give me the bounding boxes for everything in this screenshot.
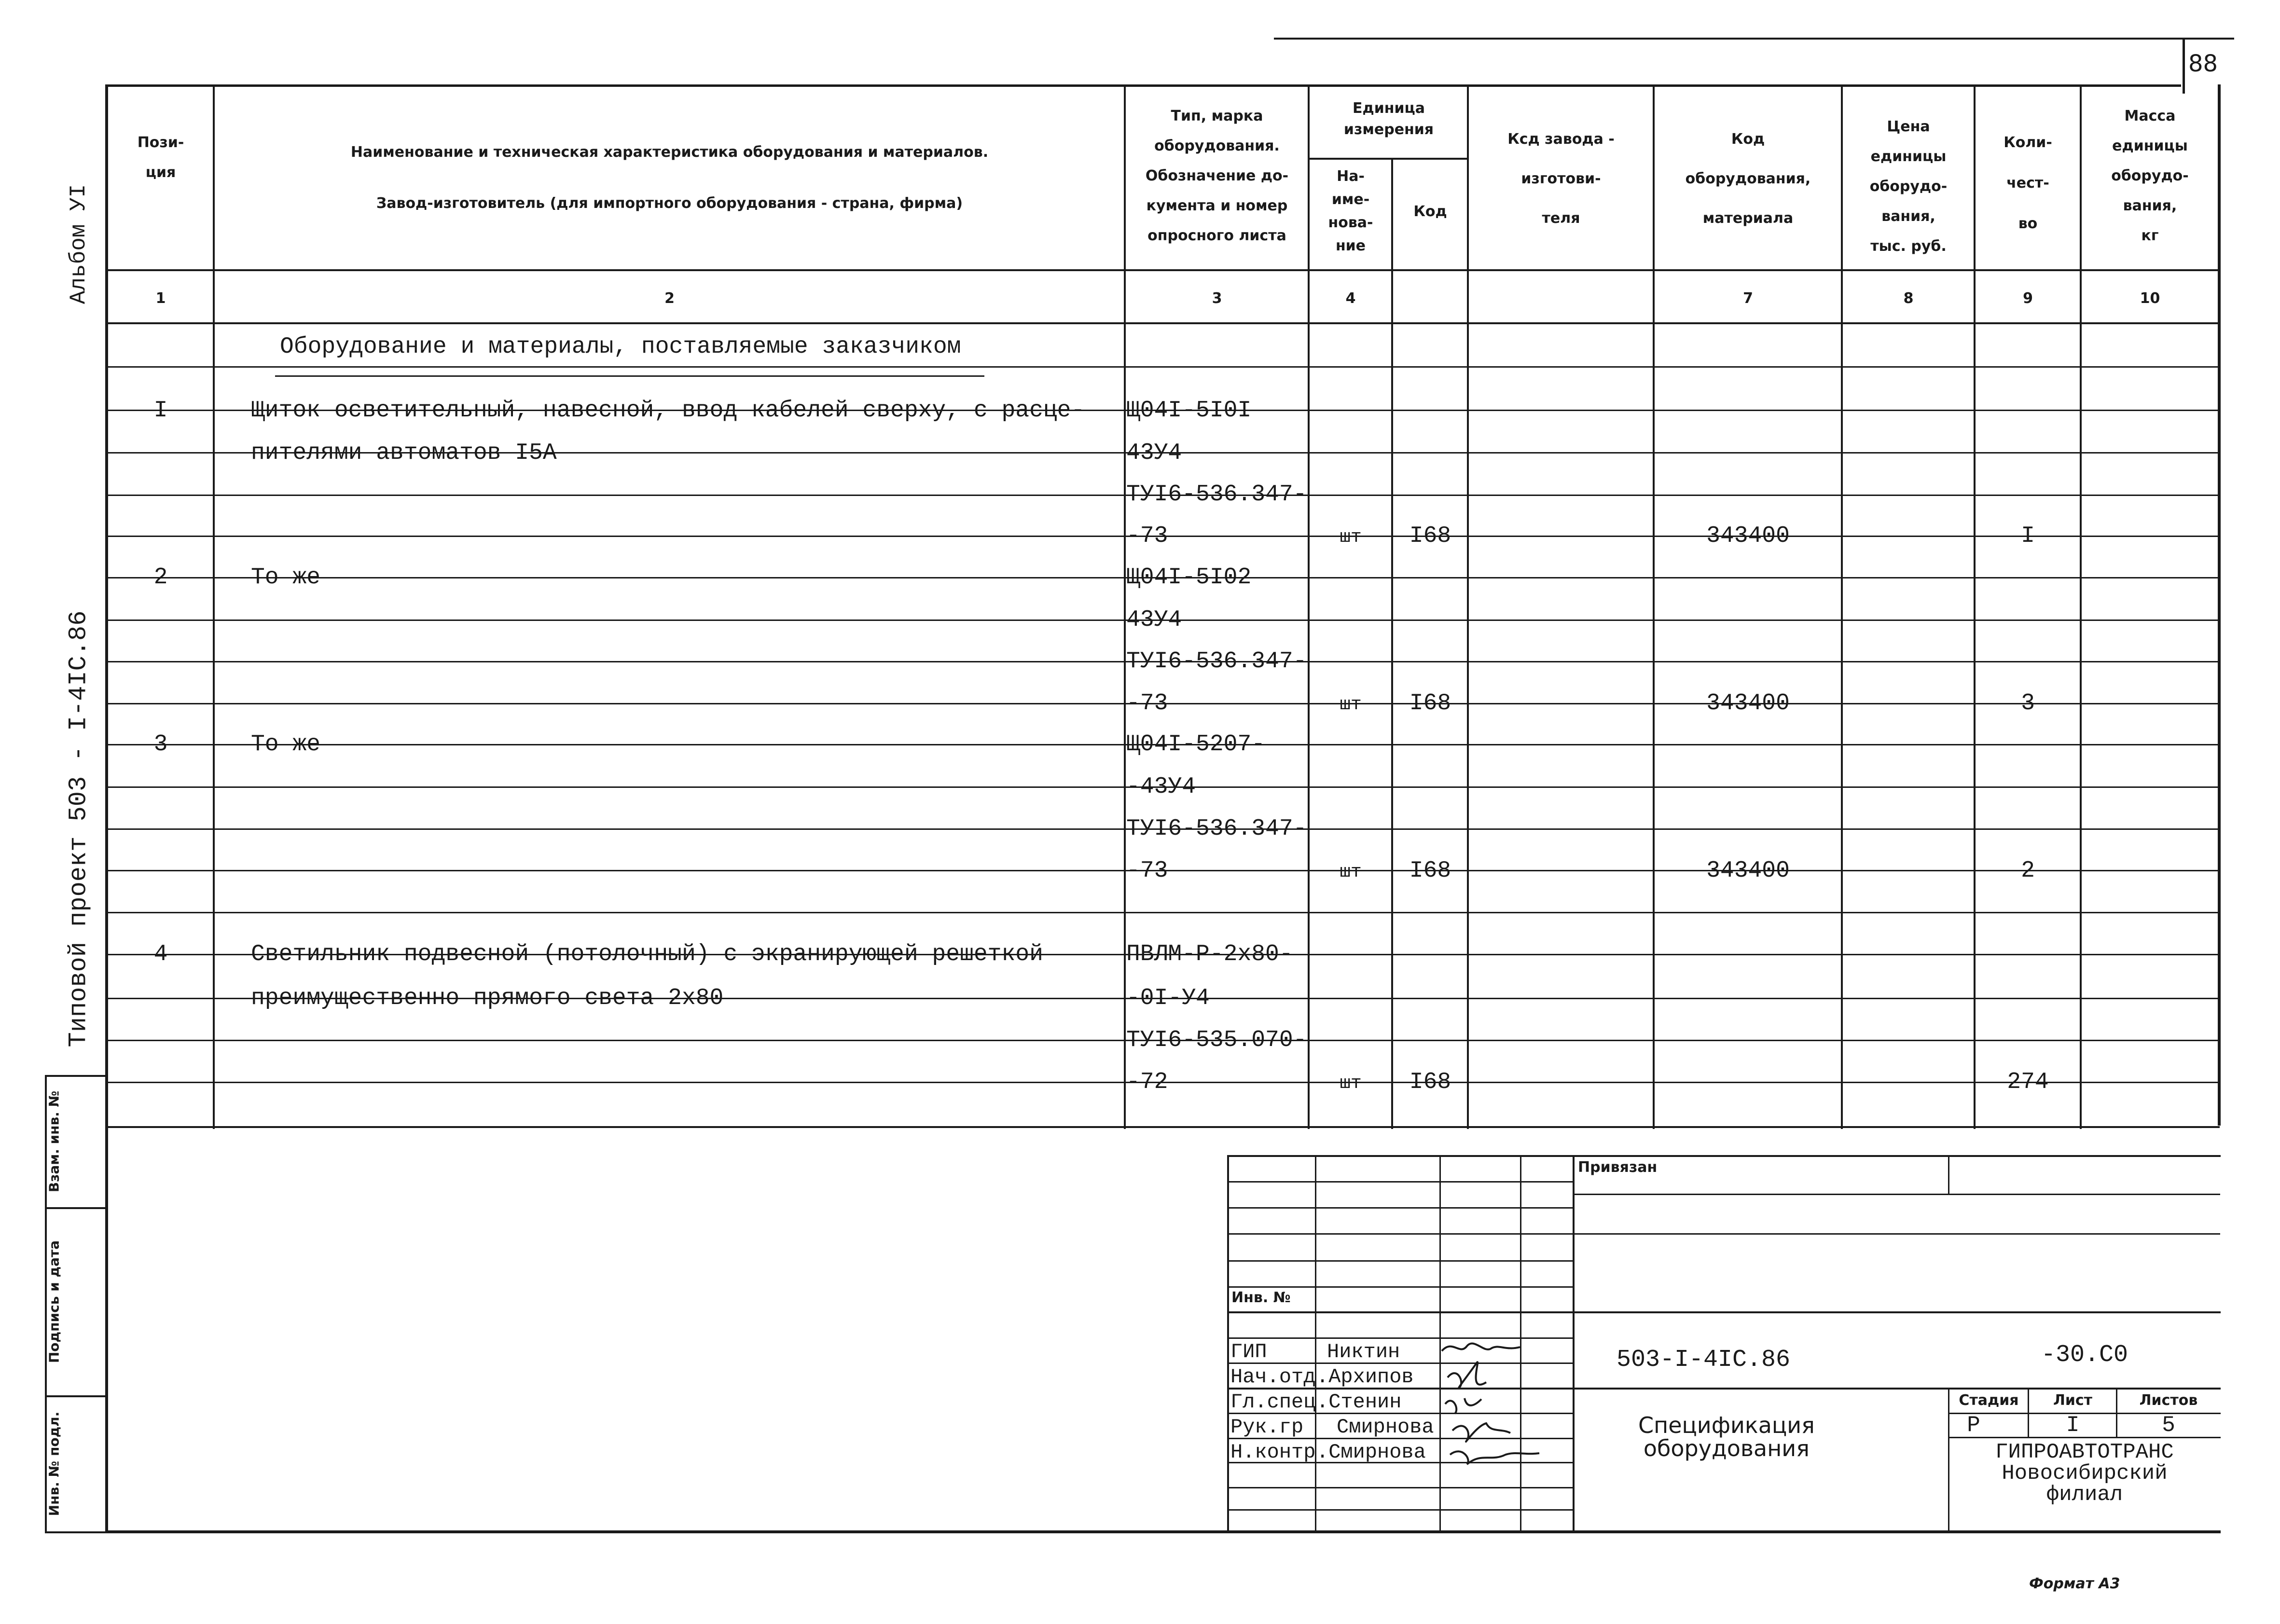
row-position: 2 [153,564,168,591]
row-quantity: I [2021,523,2035,549]
role-ruk-gr: Рук.гр [1230,1416,1304,1439]
name-niktin: Никтин [1327,1340,1400,1363]
row-unit: шт [1340,694,1362,715]
colnum-8: 8 [1903,290,1914,307]
page-number: 88 [2188,50,2218,77]
stamp-h3 [1228,1233,1574,1235]
row-type: Щ04I-5I0I [1126,398,1252,424]
row-type: -0I-У4 [1126,985,1210,1011]
row-name: То же [251,564,321,591]
stamp-v1 [1315,1155,1316,1532]
stamp-h6 [1574,1233,2220,1235]
stamp-line-2 [45,1207,108,1209]
stamp-h18 [1228,1509,1574,1511]
col-line-6 [1653,84,1655,1129]
top-rule [1274,38,2234,40]
row-line-n [106,912,2220,913]
stamp-h5 [1228,1260,1574,1262]
stamp-v5 [1948,1155,1949,1194]
stamp-line-1 [45,1075,108,1077]
row-quantity: 3 [2021,690,2035,716]
header-bottom [106,269,2220,271]
name-smirnova-2: .Смирнова [1316,1441,1426,1464]
stamp-h2 [1228,1207,1574,1209]
row-material-code: 343400 [1706,858,1790,884]
row-type: Щ04I-5I02 [1126,564,1252,591]
row-unit: шт [1340,862,1362,882]
row-name: пителями автоматов I5А [251,440,557,466]
row-unit-code: I68 [1409,1069,1451,1095]
header-type: Тип, марка оборудования. Обозначение до- кумента и номер опросного листа [1145,108,1289,244]
row-name: Щиток осветительный, навесной, ввод кабелей сверху, с расце- [251,398,1085,424]
row-position: I [153,398,168,424]
row-type: 43У4 [1126,607,1182,633]
role-nach-otd: Нач.отд [1230,1365,1316,1389]
frame-bottom [105,1530,2221,1533]
stamp-label-vzam: Взам. инв. № [46,1090,62,1193]
privyazan-label: Привязан [1578,1159,1658,1176]
row-type: -73 [1126,858,1168,884]
row-unit-code: I68 [1409,690,1451,716]
inv-no-label: Инв. № [1231,1289,1291,1306]
row-type: 43У4 [1126,440,1182,466]
frame-top [106,84,2181,87]
doc-title: Спецификация оборудования [1638,1412,1815,1461]
row-material-code: 343400 [1706,690,1790,716]
stage-label: Стадия [1959,1392,2019,1409]
colnum-3: 3 [1212,290,1222,307]
row-type: ПВЛМ-Р-2х80- [1126,941,1293,967]
album-label: Альбом УI [66,184,91,304]
role-n-kontr: Н.контр [1230,1441,1316,1464]
row-type: ТУI6-535.070- [1126,1027,1307,1053]
col-line-5 [1467,84,1469,1129]
header-unit-name: На- име- нова- ние [1328,168,1373,254]
row-name: То же [251,731,321,757]
table-bottom [106,1126,2220,1128]
stamp-line-4 [45,1531,108,1533]
colnum-9: 9 [2023,290,2033,307]
row-unit: шт [1340,1073,1362,1094]
row-name: Светильник подвесной (потолочный) с экранирующей решеткой [251,941,1043,967]
name-arkhipov: .Архипов [1316,1365,1414,1389]
row-unit: шт [1340,527,1362,548]
stamp-left [1227,1155,1229,1532]
row-quantity: 274 [2007,1069,2049,1095]
header-factory-code: Ксд завода - изготови- теля [1507,131,1615,227]
header-name: Наименование и техническая характеристика оборудования и материалов. Завод-изготовитель (для импортного оборудования - страна, фирма) [350,144,989,212]
stamp-line-3 [45,1395,108,1397]
unit-group-line [1308,158,1468,160]
row-line-a [106,366,2220,368]
project-label: Типовой проект 503 - I-4IC.86 [64,610,93,1047]
org-name: ГИПРОАВТОТРАНС Новосибирский филиал [1995,1440,2174,1507]
row-type: -43У4 [1126,774,1196,800]
role-gip: ГИП [1230,1340,1267,1363]
header-qty: Коли- чест- во [2004,134,2052,232]
header-pos: Пози- ция [137,134,184,181]
name-smirnova-1: Смирнова [1337,1416,1434,1439]
row-type: -72 [1126,1069,1168,1095]
stamp-top [1228,1155,2221,1157]
header-mass: Масса единицы оборудо- вания, кг [2111,108,2189,244]
row-type: -73 [1126,523,1168,549]
row-unit-code: I68 [1409,523,1451,549]
sheets-label: Листов [2139,1392,2198,1409]
page-number-box-left [2183,38,2185,94]
row-type: ТУI6-536.347- [1126,482,1307,508]
stage-value: Р [1967,1413,1980,1438]
stamp-h4 [1574,1194,2220,1195]
header-unit-group: Единица измерения [1343,100,1434,138]
row-position: 4 [153,941,168,967]
row-unit-code: I68 [1409,858,1451,884]
section-title-underline [275,375,984,377]
colnum-10: 10 [2140,290,2160,307]
header-equipment-code: Код оборудования, материала [1685,131,1811,227]
header-price: Цена единицы оборудо- вания, тыс. руб. [1869,118,1948,255]
stamp-label-inv: Инв. № подл. [46,1411,62,1516]
colnum-2: 2 [664,290,675,307]
doc-suffix: -30.С0 [2041,1341,2128,1369]
sheets-value: 5 [2162,1413,2175,1438]
colnum-7: 7 [1743,290,1753,307]
sheet-value: I [2066,1413,2080,1438]
signatures-graphic [1438,1336,1559,1476]
stamp-h1 [1228,1181,1574,1183]
row-type: ТУI6-536.347- [1126,816,1307,842]
section-title: Оборудование и материалы, поставляемые заказчиком [280,334,961,360]
row-quantity: 2 [2021,858,2035,884]
row-name: преимущественно прямого света 2х80 [251,985,724,1011]
stamp-v4 [1573,1155,1575,1532]
stamp-h7 [1228,1286,1574,1288]
sheet-label: Лист [2053,1392,2093,1409]
doc-number: 503-I-4IC.86 [1617,1346,1791,1374]
format-label: Формат А3 [2029,1575,2120,1592]
row-type: Щ04I-5207- [1126,731,1266,757]
role-gl-spec: Гл.спец [1230,1390,1316,1414]
row-material-code: 343400 [1706,523,1790,549]
stamp-h17 [1228,1487,1574,1488]
header-unit-code: Код [1413,203,1447,220]
colnum-1: 1 [155,290,166,307]
name-stenin: .Стенин [1316,1390,1402,1414]
row-type: -73 [1126,690,1168,716]
stamp-label-podpis: Подпись и дата [46,1240,62,1363]
row-type: ТУI6-536.347- [1126,648,1307,674]
row-position: 3 [153,731,168,757]
colnum-4: 4 [1345,290,1356,307]
col-line-1 [213,84,215,1129]
colnum-bottom [106,322,2220,324]
stamp-h8 [1228,1311,2221,1313]
